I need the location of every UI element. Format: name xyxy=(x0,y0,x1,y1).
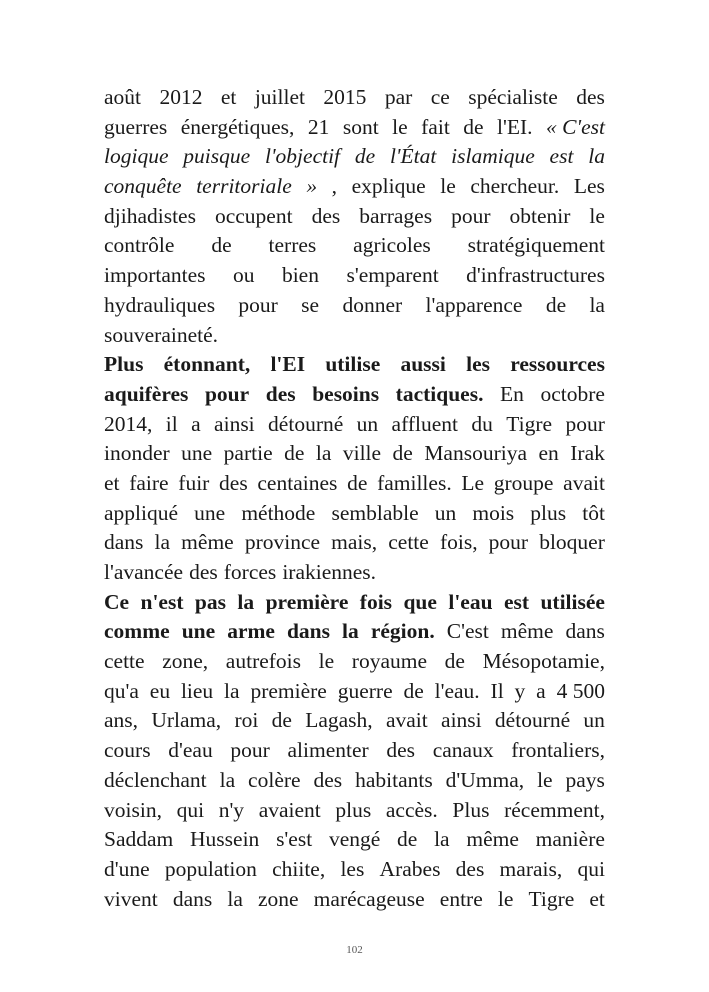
word: la xyxy=(227,886,243,911)
text-line xyxy=(104,410,605,440)
word: Irak xyxy=(570,441,605,466)
word: centaines xyxy=(257,470,338,495)
word: y xyxy=(514,678,526,703)
word: Lagash, xyxy=(305,708,373,733)
word: de xyxy=(271,708,292,733)
word: « C'est xyxy=(546,114,605,139)
word: détourné xyxy=(268,411,344,436)
word: plus xyxy=(335,797,372,822)
word: un xyxy=(583,708,605,733)
text-line xyxy=(104,528,605,558)
text-line xyxy=(104,855,605,885)
word: de xyxy=(354,144,376,169)
word: familles. xyxy=(377,470,452,495)
word: » xyxy=(306,174,318,199)
word: explique xyxy=(351,174,426,199)
word: octobre xyxy=(540,381,605,406)
word: pour xyxy=(488,530,529,555)
text-line xyxy=(104,825,605,855)
body-text xyxy=(104,83,605,914)
word: vivent xyxy=(104,886,158,911)
word: le xyxy=(392,114,408,139)
word: 4 500 xyxy=(556,678,605,703)
word: l'État xyxy=(389,144,437,169)
word: Tigre xyxy=(528,886,575,911)
word: bien xyxy=(281,263,319,288)
word: territoriale xyxy=(196,174,292,199)
word: mois xyxy=(472,500,515,525)
word: habitants xyxy=(355,767,433,792)
word: le xyxy=(497,886,514,911)
word: logique xyxy=(104,144,169,169)
word: affluent xyxy=(391,411,459,436)
word: spécialiste xyxy=(468,85,558,109)
word: semblable xyxy=(331,500,419,525)
word: des xyxy=(455,856,485,881)
word: utilise xyxy=(325,352,381,377)
text-line xyxy=(104,380,605,410)
word: l'objectif xyxy=(264,144,341,169)
text-line xyxy=(104,439,605,469)
word: de xyxy=(444,649,465,674)
word: le xyxy=(589,203,605,228)
word: n'y xyxy=(218,797,245,822)
word: la xyxy=(588,144,605,169)
word: forces xyxy=(223,560,277,584)
word: voisin, xyxy=(104,797,162,822)
word: dans xyxy=(565,619,605,644)
word: aquifères xyxy=(104,381,189,406)
word: inonder xyxy=(104,441,170,466)
word: groupe xyxy=(493,470,554,495)
word: 2015 xyxy=(323,85,367,109)
word: n'est xyxy=(140,589,184,614)
text-line xyxy=(104,677,605,707)
word: de xyxy=(284,441,305,466)
word: région. xyxy=(370,619,435,644)
word: C'est xyxy=(446,619,489,644)
word: canaux xyxy=(432,738,494,763)
word: mais, xyxy=(331,530,378,555)
word: que xyxy=(403,589,437,614)
word: Saddam xyxy=(104,827,174,852)
word: la xyxy=(589,292,605,317)
word: et xyxy=(104,470,120,495)
text-line xyxy=(104,766,605,796)
word: la xyxy=(224,678,240,703)
word: l'EI xyxy=(270,352,306,377)
word: 2012 xyxy=(159,85,203,109)
word: des xyxy=(189,560,218,584)
word: occupent xyxy=(214,203,293,228)
text-line xyxy=(104,83,605,113)
word: dans xyxy=(172,886,213,911)
word: , xyxy=(331,174,338,199)
word: manière xyxy=(535,827,605,852)
word: pour xyxy=(565,411,605,436)
word: fait xyxy=(421,114,450,139)
word: ville xyxy=(342,441,382,466)
word: fois xyxy=(359,589,393,614)
word: bloquer xyxy=(539,530,605,555)
word: donner xyxy=(342,292,403,317)
word: d'eau xyxy=(168,738,213,763)
text-line xyxy=(104,172,605,202)
word: barrages xyxy=(359,203,433,228)
text-line xyxy=(104,617,605,647)
word: chiite, xyxy=(272,856,326,881)
word: de xyxy=(397,827,418,852)
word: un xyxy=(434,500,457,525)
word: ainsi xyxy=(214,411,255,436)
word: guerre xyxy=(337,678,393,703)
word: marais, xyxy=(499,856,563,881)
word: pays xyxy=(565,767,605,792)
word: première xyxy=(265,589,349,614)
word: importantes xyxy=(104,263,206,288)
word: récemment, xyxy=(504,797,605,822)
text-line xyxy=(104,796,605,826)
word: a xyxy=(536,678,546,703)
text-line xyxy=(104,499,605,529)
word: et xyxy=(589,886,605,911)
word: contrôle xyxy=(104,233,175,258)
word: des xyxy=(313,767,343,792)
word: zone, xyxy=(162,649,209,674)
text-line xyxy=(104,736,605,766)
word: de xyxy=(211,233,232,258)
word: Tigre xyxy=(506,411,553,436)
word: d'Umma, xyxy=(445,767,525,792)
word: l'eau xyxy=(448,589,493,614)
word: une xyxy=(194,500,226,525)
word: de xyxy=(347,470,368,495)
word: en xyxy=(538,441,559,466)
word: cours xyxy=(104,738,151,763)
word: l'apparence xyxy=(425,292,523,317)
word: août xyxy=(104,85,142,109)
word: une xyxy=(181,441,213,466)
text-line xyxy=(104,588,605,618)
word: besoins xyxy=(312,381,380,406)
word: autrefois xyxy=(225,649,302,674)
word: ainsi xyxy=(441,708,482,733)
word: la xyxy=(219,767,236,792)
word: pour xyxy=(238,292,278,317)
word: pour xyxy=(204,381,250,406)
word: les xyxy=(466,352,490,377)
word: l'eau. xyxy=(434,678,480,703)
word: est xyxy=(503,589,530,614)
word: s'emparent xyxy=(346,263,439,288)
word: la xyxy=(315,441,332,466)
text-line xyxy=(104,142,605,172)
word: le xyxy=(440,174,456,199)
word: la xyxy=(342,619,359,644)
word: accès. xyxy=(385,797,438,822)
word: cette xyxy=(388,530,429,555)
word: royaume xyxy=(351,649,428,674)
word: d'une xyxy=(104,856,150,881)
word: dans xyxy=(286,619,331,644)
word: déclenchant xyxy=(104,767,207,792)
text-line xyxy=(104,647,605,677)
text-line xyxy=(104,706,605,736)
word: alimenter xyxy=(287,738,369,763)
word: même xyxy=(466,827,519,852)
word: frontaliers, xyxy=(511,738,605,763)
word: du xyxy=(471,411,493,436)
text-line xyxy=(104,261,605,291)
word: Urlama, xyxy=(151,708,222,733)
word: faire xyxy=(129,470,169,495)
word: pas xyxy=(194,589,226,614)
word: par xyxy=(384,85,413,109)
word: même xyxy=(500,619,554,644)
word: puisque xyxy=(183,144,251,169)
text-line xyxy=(104,231,605,261)
word: la xyxy=(237,589,255,614)
word: de xyxy=(403,678,424,703)
word: zone xyxy=(257,886,299,911)
word: ans, xyxy=(104,708,139,733)
word: l'EI. xyxy=(497,114,533,139)
word: lieu xyxy=(180,678,214,703)
word: stratégiquement xyxy=(467,233,605,258)
word: l'avancée xyxy=(104,560,184,584)
word: En xyxy=(500,381,524,406)
word: pour xyxy=(230,738,270,763)
text-line xyxy=(104,291,605,321)
word: la xyxy=(434,827,450,852)
word: utilisée xyxy=(540,589,605,614)
word: de xyxy=(392,441,413,466)
word: sont xyxy=(342,114,379,139)
text-line xyxy=(104,113,605,143)
word: population xyxy=(164,856,257,881)
word: méthode xyxy=(241,500,316,525)
word: vengé xyxy=(328,827,381,852)
word: plus xyxy=(530,500,567,525)
word: tôt xyxy=(582,500,605,525)
word: s'est xyxy=(276,827,313,852)
word: irakiennes. xyxy=(282,560,377,584)
word: des xyxy=(386,738,416,763)
word: détourné xyxy=(494,708,571,733)
word: djihadistes xyxy=(104,203,196,228)
word: Mansouriya xyxy=(424,441,528,466)
word: partie xyxy=(223,441,273,466)
word: arme xyxy=(227,619,275,644)
word: terres xyxy=(268,233,317,258)
word: même xyxy=(181,530,234,555)
word: avaient xyxy=(258,797,321,822)
word: province xyxy=(244,530,321,555)
word: avait xyxy=(563,470,605,495)
word: Le xyxy=(461,470,485,495)
text-line xyxy=(104,558,605,588)
word: Arabes xyxy=(379,856,441,881)
word: appliqué xyxy=(104,500,179,525)
word: est xyxy=(549,144,574,169)
word: cette xyxy=(104,649,145,674)
word: Mésopotamie, xyxy=(482,649,605,674)
word: un xyxy=(356,411,379,436)
word: aussi xyxy=(400,352,446,377)
word: d'infrastructures xyxy=(466,263,605,288)
word: Ce xyxy=(104,589,130,614)
word: se xyxy=(301,292,320,317)
word: des xyxy=(265,381,296,406)
word: avait xyxy=(385,708,428,733)
page-number: 102 xyxy=(346,944,363,956)
word: ou xyxy=(232,263,255,288)
word: ressources xyxy=(510,352,605,377)
text-line xyxy=(104,350,605,380)
word: obtenir xyxy=(509,203,571,228)
word: fois, xyxy=(439,530,478,555)
word: des xyxy=(311,203,341,228)
word: roi xyxy=(234,708,259,733)
text-line xyxy=(104,469,605,499)
word: guerres xyxy=(104,114,168,139)
word: ce xyxy=(430,85,450,109)
word: énergétiques, xyxy=(180,114,295,139)
word: et xyxy=(220,85,237,109)
word: eu xyxy=(149,678,171,703)
word: Plus xyxy=(104,352,144,377)
word: la xyxy=(154,530,171,555)
word: chercheur. xyxy=(470,174,560,199)
word: souveraineté. xyxy=(104,322,219,347)
word: marécageuse xyxy=(313,886,425,911)
word: Il xyxy=(490,678,504,703)
word: 21 xyxy=(307,114,330,139)
word: de xyxy=(463,114,484,139)
word: hydrauliques xyxy=(104,292,216,317)
word: Les xyxy=(573,174,605,199)
word: le xyxy=(537,767,553,792)
word: a xyxy=(191,411,201,436)
word: qui xyxy=(577,856,605,881)
word: colère xyxy=(248,767,301,792)
word: des xyxy=(219,470,248,495)
word: il xyxy=(165,411,178,436)
word: 2014, xyxy=(104,411,153,436)
word: dans xyxy=(104,530,144,555)
word: Hussein xyxy=(190,827,260,852)
word: islamique xyxy=(451,144,535,169)
word: étonnant, xyxy=(163,352,251,377)
text-line xyxy=(104,321,605,351)
word: première xyxy=(250,678,327,703)
word: conquête xyxy=(104,174,182,199)
word: tactiques. xyxy=(395,381,484,406)
word: une xyxy=(181,619,216,644)
word: agricoles xyxy=(353,233,431,258)
text-line xyxy=(104,202,605,232)
word: fuir xyxy=(178,470,210,495)
word: qu'a xyxy=(104,678,139,703)
text-line xyxy=(104,885,605,915)
word: juillet xyxy=(254,85,305,109)
word: de xyxy=(545,292,567,317)
word: comme xyxy=(104,619,170,644)
word: qui xyxy=(176,797,205,822)
word: pour xyxy=(451,203,491,228)
word: des xyxy=(576,85,605,109)
word: entre xyxy=(439,886,483,911)
word: les xyxy=(340,856,365,881)
word: le xyxy=(318,649,335,674)
word: Plus xyxy=(452,797,490,822)
